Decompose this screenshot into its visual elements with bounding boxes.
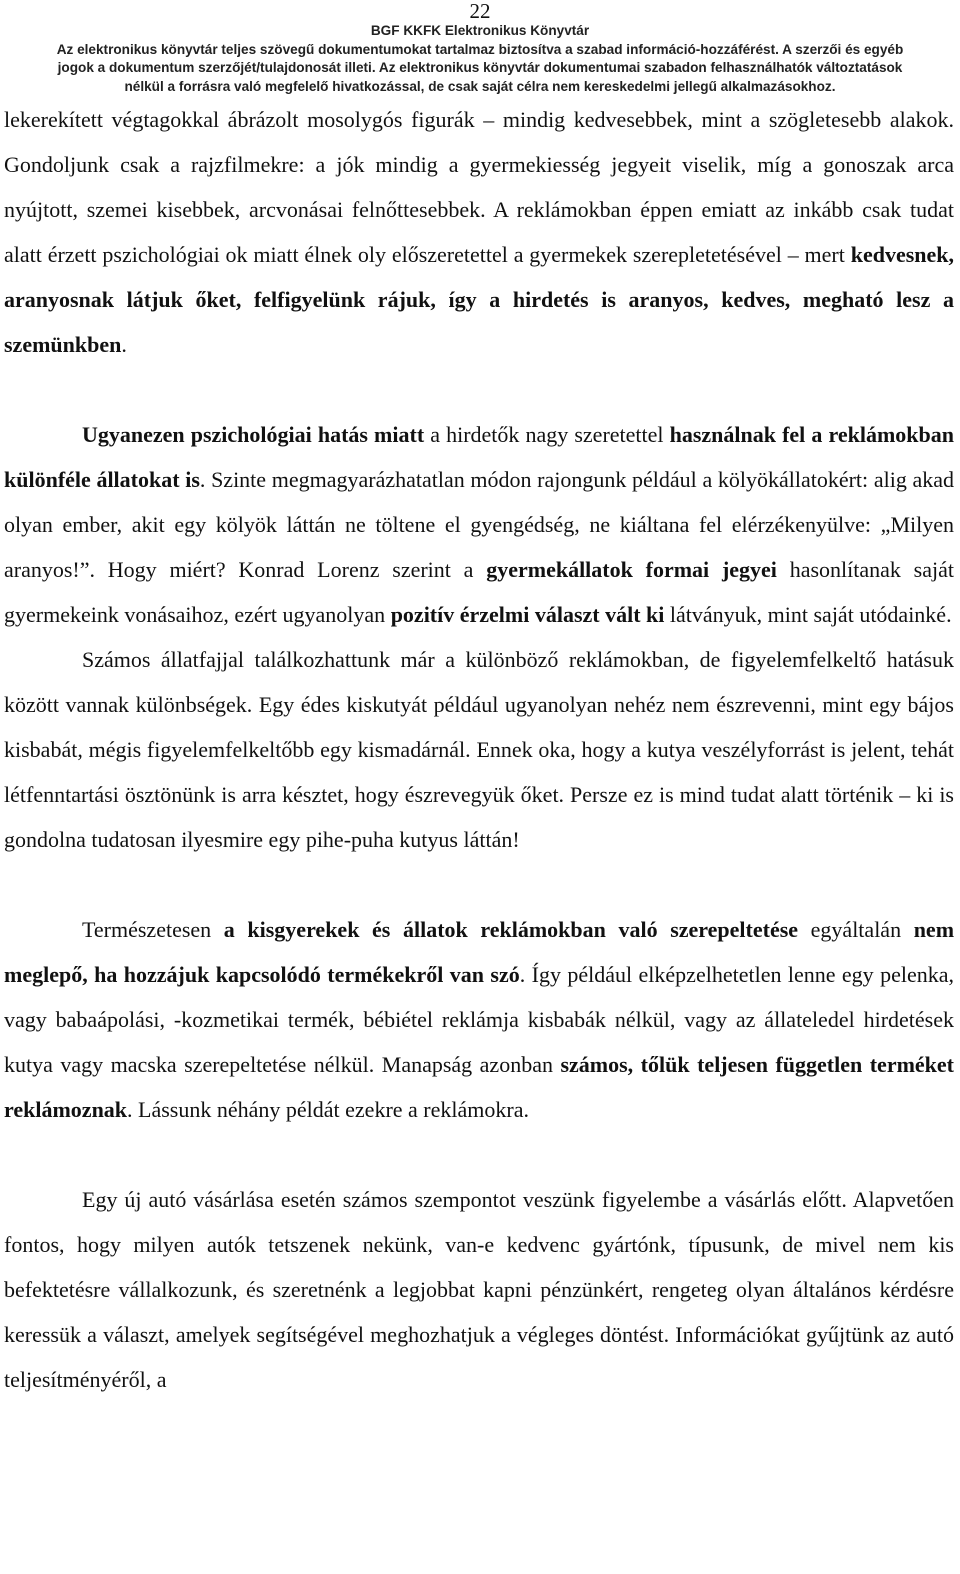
emphasis-text: a kisgyerekek és állatok reklámokban való szerepeltetése <box>223 917 799 942</box>
emphasis-text: használnak fel a reklámokban különféle állatokat is <box>4 422 954 492</box>
paragraph-text: hasonlítanak saját gyermekeink vonásaihoz, ezért ugyanolyan <box>4 557 954 627</box>
paragraph-text: a hirdetők nagy szeretettel <box>424 422 670 447</box>
paragraph-text: . Így például elképzelhetetlen lenne egy pelenka, vagy babaápolási, -kozmetikai termék, bébiétel reklámja kisbabák nélkül, vagy az állateledel hirdetések kutya vagy macska szerepeltetése nélkül. Manapság azonban <box>4 962 955 1077</box>
paragraph-text: lekerekített végtagokkal ábrázolt mosolygós figurák – mindig kedvesebbek, mint a szögletesebb alakok. Gondoljunk csak a rajzfilmekre: a jók mindig a gyermekiesség jegyeit viselik, míg a gonoszak arca nyújtott, szemei kisebbek, arcvonásai felnőttesebbek. A reklámokban éppen emiatt az inkább csak tudat alatt érzett pszichológiai ok miatt élnek oly előszeretettel a gyermekek szerepletetésével – mert <box>4 107 954 267</box>
header-notice-line-2: jogok a dokumentum szerzőjét/tulajdonosát illeti. Az elektronikus könyvtár dokumentumai szabadon felhasználhatók változtatások <box>57 60 903 75</box>
paragraph-text: látványuk, mint saját utódainké. <box>664 602 952 627</box>
header-title: BGF KKFK Elektronikus Könyvtár <box>370 23 590 38</box>
paragraph-5 <box>4 1177 954 1402</box>
paragraph-text: . <box>121 332 127 357</box>
emphasis-text: kedvesnek, aranyosnak látjuk őket, felfigyelünk rájuk, így a hirdetés is aranyos, kedves, megható lesz a szemünkben <box>4 242 954 357</box>
emphasis-text: számos, tőlük teljesen független terméket reklámoznak <box>4 1052 954 1122</box>
emphasis-text: Ugyanezen pszichológiai hatás miatt <box>82 422 425 447</box>
paragraph-text: . Szinte megmagyarázhatatlan módon rajongunk például a kölyökállatokért: alig akad olyan ember, akit egy kölyök láttán ne töltene el gyengédség, ne kiáltana fel elérzékenyülve: „Milyen aranyos!”. Hogy miért? Konrad Lorenz szerint a <box>4 467 955 582</box>
document-body <box>4 97 954 1402</box>
paragraph-text: egyáltalán <box>798 917 914 942</box>
paragraph-text: . Lássunk néhány példát ezekre a reklámokra. <box>127 1097 529 1122</box>
paragraph-text: Számos állatfajjal találkozhattunk már a különböző reklámokban, de figyelemfelkeltő hatásuk között vannak különbségek. Egy édes kiskutyát például ugyanolyan nehéz nem észrevenni, mint egy bájos kisbabát, mégis figyelemfelkeltőbb egy kismadárnál. Ennek oka, hogy a kutya veszélyforrást is jelent, tehát létfenntartási ösztönünk is arra késztet, hogy észrevegyük őket. Persze ez is mind tudat alatt történik – ki is gondolna tudatosan ilyesmire egy pihe-puha kutyus láttán! <box>4 647 954 852</box>
paragraph-4 <box>4 907 954 1132</box>
header-notice-line-1: Az elektronikus könyvtár teljes szövegű dokumentumokat tartalmaz biztosítva a szabad információ-hozzáférést. A szerzői és egyéb <box>56 41 904 57</box>
emphasis-text: nem meglepő, ha hozzájuk kapcsolódó termékekről van szó <box>4 917 955 987</box>
paragraph-text: Egy új autó vásárlása esetén számos szempontot veszünk figyelembe a vásárlás előtt. Alapvetően fontos, hogy milyen autók tetszenek nekünk, van-e kedvenc gyártónk, típusunk, de mivel nem kis befektetésre vállalkozunk, és szeretnénk a legjobbat kapni pénzünkért, rengeteg olyan általános kérdésre keressük a választ, amelyek segítségével meghozhatjuk a végleges döntést. Információkat gyűjtünk az autó teljesítményéről, a <box>4 1187 954 1392</box>
paragraph-3 <box>4 637 954 862</box>
paragraph-2 <box>4 412 954 637</box>
emphasis-text: gyermekállatok formai jegyei <box>486 557 777 582</box>
page-number: 22 <box>469 0 491 23</box>
paragraph-text: Természetesen <box>82 917 224 942</box>
library-header <box>0 22 960 96</box>
paragraph-1 <box>4 97 954 367</box>
header-notice-line-3: nélkül a forrásra való megfelelő hivatkozással, de csak saját célra nem kereskedelmi jellegű alkalmazásokhoz. <box>124 78 836 94</box>
emphasis-text: pozitív érzelmi választ vált ki <box>390 602 665 627</box>
